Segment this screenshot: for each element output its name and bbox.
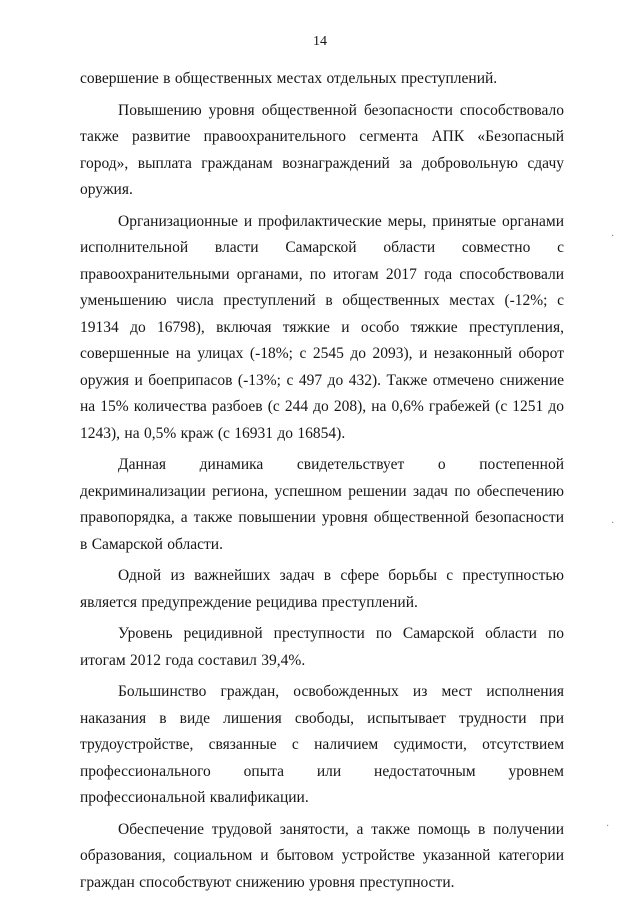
scan-speck-mark: ·	[611, 518, 615, 529]
paragraph-decriminalization: Данная динамика свидетельствует о постепенной декриминализации региона, успешном решении задач по обеспечению правопорядка, а также повышении уровня общественной безопасности в Самарской области.	[80, 456, 564, 553]
paragraph-employment-support: Обеспечение трудовой занятости, а также помощь в получении образования, социальном и бытовом устройстве указанной категории граждан способствуют снижению уровня преступности.	[80, 820, 564, 891]
paragraph-recidivism-level: Уровень рецидивной преступности по Самарской области по итогам 2012 года составил 39,4%.	[80, 625, 564, 669]
paragraph-continuation: совершение в общественных местах отдельных преступлений.	[80, 70, 498, 87]
paragraph-employment-difficulties: Большинство граждан, освобожденных из мест исполнения наказания в виде лишения свободы, испытывает трудности при трудоустройстве, связанные с наличием судимости, отсутствием профессионального опыта или недостаточным уровнем профессиональной квалификации.	[80, 683, 564, 806]
scan-speck-mark: ·	[606, 821, 610, 832]
paragraph-crime-statistics: Организационные и профилактические меры, принятые органами исполнительной власти Самарской области совместно с правоохранительными органами, по итогам 2017 года способствовали уменьшению числа преступлений в общественных местах (-12%; с 19134 до 16798), включая тяжкие и особо тяжкие преступления, совершенные на улицах (-18%; с 2545 до 2093), и незаконный оборот оружия и боеприпасов (-13%; с 497 до 432). Также отмечено снижение на 15% количества разбоев (с 244 до 208), на 0,6% грабежей (с 1251 до 1243), на 0,5% краж (с 16931 до 16854).	[80, 212, 564, 442]
scan-speck-mark: ·	[611, 231, 615, 242]
document-body	[80, 66, 564, 901]
paragraph-safe-city: Повышению уровня общественной безопасности способствовало также развитие правоохранительного сегмента АПК «Безопасный город», выплата гражданам вознаграждений за добровольную сдачу оружия.	[80, 101, 564, 198]
paragraph-recidivism-prevention: Одной из важнейших задач в сфере борьбы с преступностью является предупреждение рецидива преступлений.	[80, 567, 564, 611]
page-number: 14	[313, 34, 327, 49]
